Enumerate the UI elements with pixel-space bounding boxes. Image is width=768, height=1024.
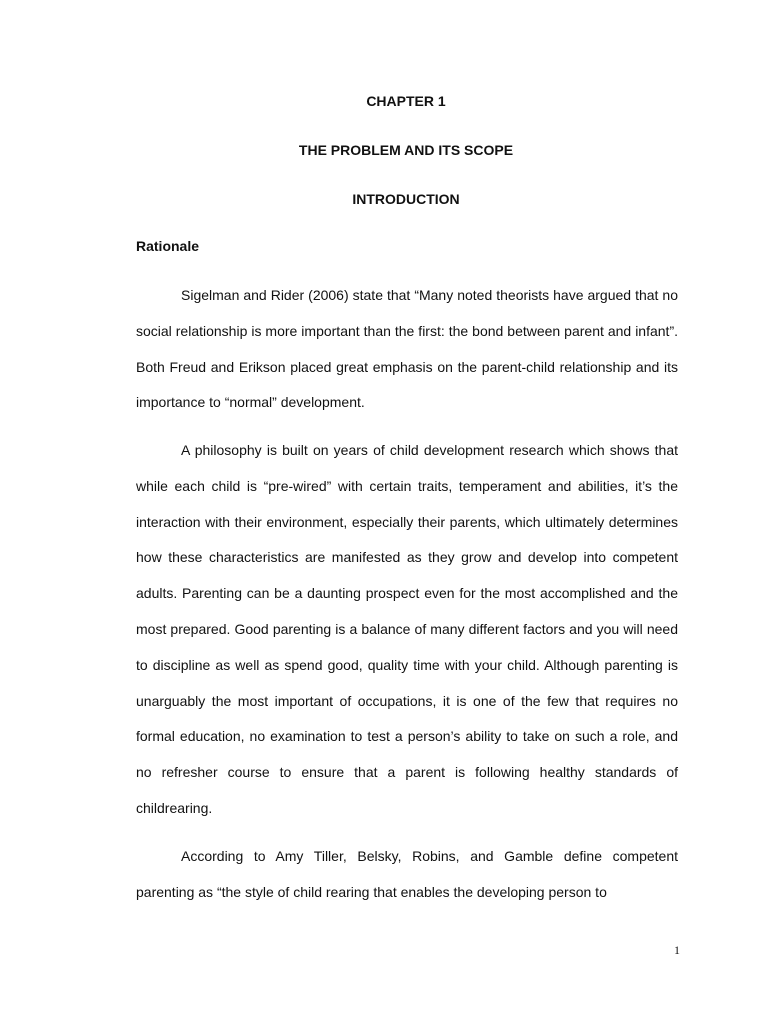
chapter-heading: CHAPTER 1: [366, 93, 446, 109]
page-number: 1: [674, 943, 680, 957]
paragraph-3: According to Amy Tiller, Belsky, Robins, and Gamble define competent parenting as “the style of child rearing that enables the developing person to: [136, 848, 678, 900]
paragraph-1: Sigelman and Rider (2006) state that “Many noted theorists have argued that no social relationship is more important than the first: the bond between parent and infant”. Both Freud and Erikson placed great emphasis on the parent-child relationship and its importance to “normal” development.: [136, 287, 678, 411]
subsection-heading: Rationale: [136, 238, 200, 254]
paragraph-2: A philosophy is built on years of child development research which shows that while each child is “pre-wired” with certain traits, temperament and abilities, it’s the interaction with their environment, especially their parents, which ultimately determines how these characteristics are manifested as they grow and develop into competent adults. Parenting can be a daunting prospect even for the most accomplished and the most prepared. Good parenting is a balance of many different factors and you will need to discipline as well as spend good, quality time with your child. Although parenting is unarguably the most important of occupations, it is one of the few that requires no formal education, no examination to test a person’s ability to take on such a role, and no refresher course to ensure that a parent is following healthy standards of childrearing.: [136, 442, 678, 816]
chapter-title: THE PROBLEM AND ITS SCOPE: [298, 142, 514, 158]
section-heading: INTRODUCTION: [352, 191, 460, 207]
